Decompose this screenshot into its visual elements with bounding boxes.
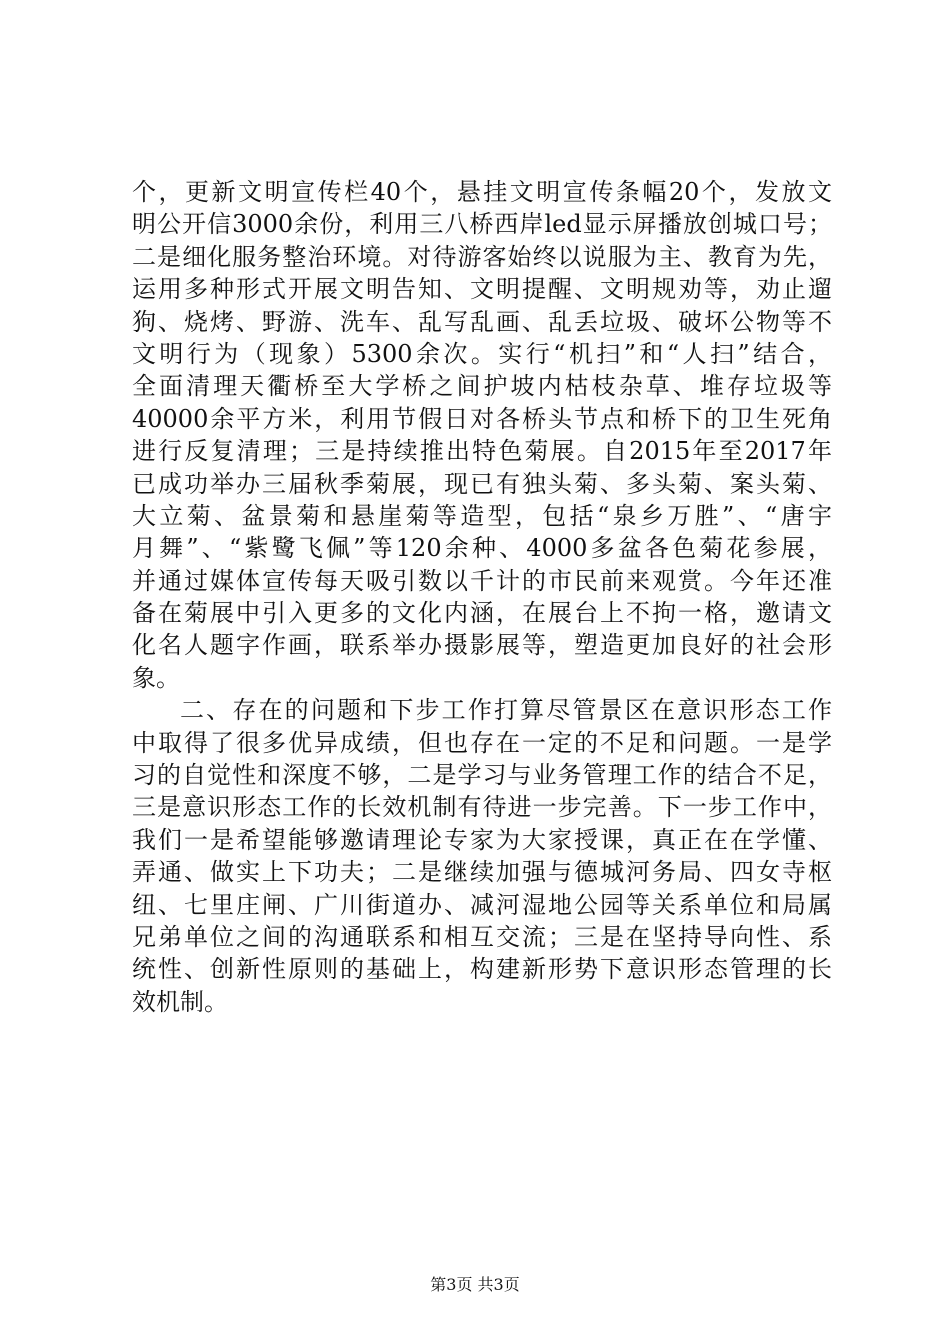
text-line: 习的自觉性和深度不够，二是学习与业务管理工作的结合不足，: [132, 761, 832, 790]
text-line: 运用多种形式开展文明告知、文明提醒、文明规劝等，劝止遛: [132, 275, 832, 304]
page-number: 第3页 共3页: [430, 1275, 520, 1294]
text-line: 狗、烧烤、野游、洗车、乱写乱画、乱丢垃圾、破坏公物等不: [132, 307, 832, 336]
text-line: 并通过媒体宣传每天吸引数以千计的市民前来观赏。今年还准: [132, 566, 832, 595]
text-line: 纽、七里庄闸、广川街道办、减河湿地公园等关系单位和局属: [132, 890, 832, 919]
text-line: 二是细化服务整治环境。对待游客始终以说服为主、教育为先，: [132, 242, 832, 271]
paragraph-2: [132, 694, 832, 1018]
text-line: 兄弟单位之间的沟通联系和相互交流；三是在坚持导向性、系: [132, 922, 832, 951]
text-line: 二、存在的问题和下步工作打算尽管景区在意识形态工作: [180, 696, 832, 725]
paragraph-1: [132, 176, 832, 694]
text-line: 三是意识形态工作的长效机制有待进一步完善。下一步工作中，: [132, 793, 832, 822]
text-line: 备在菊展中引入更多的文化内涵，在展台上不拘一格，邀请文: [132, 599, 832, 628]
text-line: 中取得了很多优异成绩，但也存在一定的不足和问题。一是学: [132, 728, 832, 757]
text-line: 统性、创新性原则的基础上，构建新形势下意识形态管理的长: [132, 955, 832, 984]
text-line: 我们一是希望能够邀请理论专家为大家授课，真正在在学懂、: [132, 825, 832, 854]
text-line: 月舞”、“紫鹭飞佩”等120余种、4000多盆各色菊花参展，: [132, 534, 832, 563]
text-line: 个，更新文明宣传栏40个，悬挂文明宣传条幅20个，发放文: [132, 178, 832, 206]
text-line: 40000余平方米，利用节假日对各桥头节点和桥下的卫生死角: [132, 404, 832, 433]
text-line: 已成功举办三届秋季菊展，现已有独头菊、多头菊、案头菊、: [132, 469, 832, 498]
text-line: 弄通、做实上下功夫；二是继续加强与德城河务局、四女寺枢: [132, 858, 832, 887]
text-line: 进行反复清理；三是持续推出特色菊展。自2015年至2017年: [132, 437, 832, 466]
text-line: 化名人题字作画，联系举办摄影展等，塑造更加良好的社会形: [132, 631, 832, 660]
text-line: 效机制。: [132, 987, 228, 1016]
body-text: [132, 176, 832, 1018]
text-line: 大立菊、盆景菊和悬崖菊等造型，包括“泉乡万胜”、“唐宇: [132, 501, 832, 530]
text-line: 全面清理天衢桥至大学桥之间护坡内枯枝杂草、堆存垃圾等: [132, 372, 832, 401]
text-line: 象。: [132, 663, 180, 692]
page-footer: [0, 1272, 950, 1295]
text-line: 文明行为（现象）5300余次。实行“机扫”和“人扫”结合，: [132, 339, 832, 368]
text-line: 明公开信3000余份，利用三八桥西岸led显示屏播放创城口号；: [132, 210, 832, 239]
